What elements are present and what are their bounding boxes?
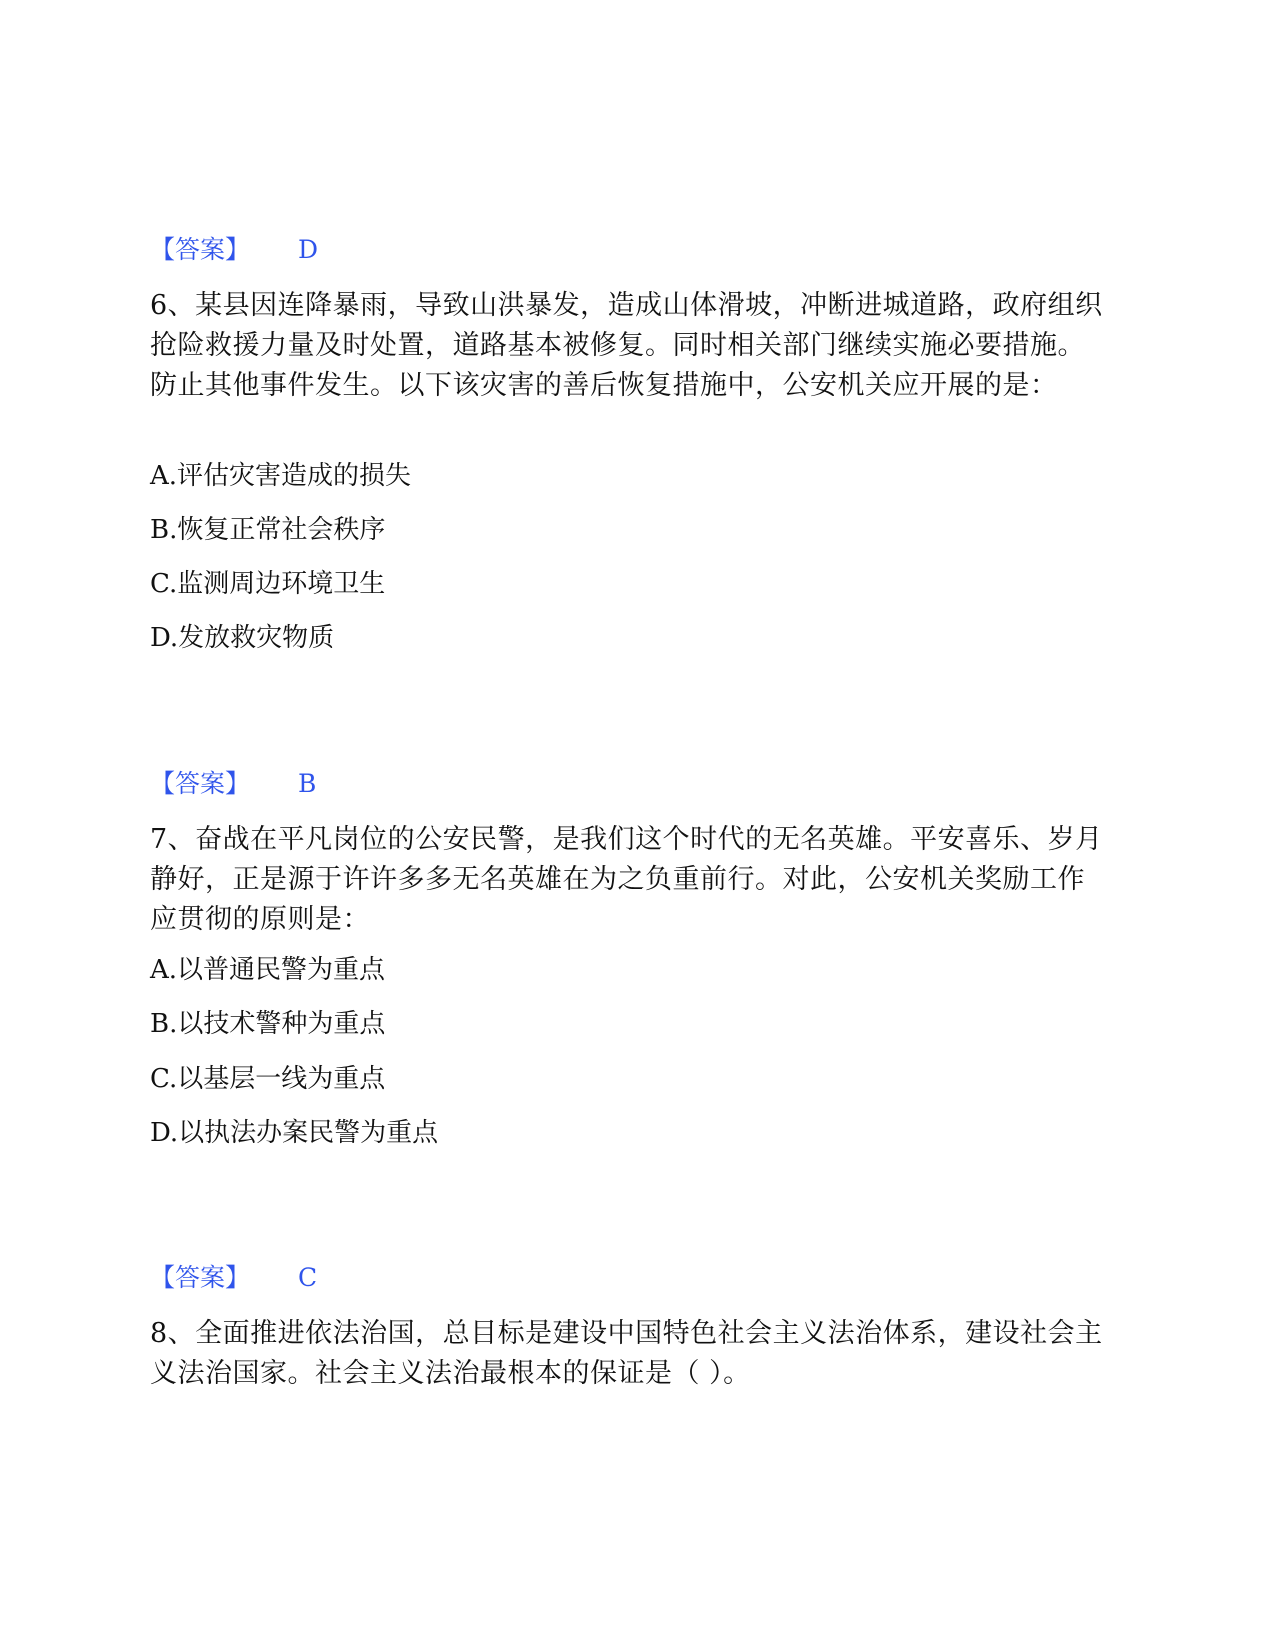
question-7-option-d: D.以执法办案民警为重点 bbox=[150, 1118, 439, 1148]
answer-value: C bbox=[298, 1263, 318, 1292]
question-6-text: 6、某县因连降暴雨，导致山洪暴发，造成山体滑坡，冲断进城道路，政府组织抢险救援力量及时处置，道路基本被修复。同时相关部门继续实施必要措施。防止其他事件发生。以下该灾害的善后恢复措施中，公安机关应开展的是： bbox=[150, 290, 1103, 401]
answer-label: 【答案】 bbox=[150, 769, 251, 798]
answer-value: B bbox=[298, 769, 317, 798]
question-8-text: 8、全面推进依法治国，总目标是建设中国特色社会主义法治体系，建设社会主义法治国家。社会主义法治最根本的保证是（ ）。 bbox=[150, 1318, 1103, 1389]
question-7-text: 7、奋战在平凡岗位的公安民警，是我们这个时代的无名英雄。平安喜乐、岁月静好，正是源于许许多多无名英雄在为之负重前行。对此，公安机关奖励工作应贯彻的原则是： bbox=[150, 824, 1103, 935]
question-7-option-a: A.以普通民警为重点 bbox=[150, 955, 386, 985]
answer-line-q5 bbox=[150, 232, 1110, 268]
answer-label: 【答案】 bbox=[150, 235, 251, 264]
question-7-option-c: C.以基层一线为重点 bbox=[150, 1064, 386, 1094]
answer-label: 【答案】 bbox=[150, 1263, 251, 1292]
question-7-option-b: B.以技术警种为重点 bbox=[150, 1009, 386, 1039]
question-6-option-a: A.评估灾害造成的损失 bbox=[150, 461, 412, 491]
question-6-option-b: B.恢复正常社会秩序 bbox=[150, 515, 386, 545]
answer-value: D bbox=[298, 235, 319, 264]
answer-line-q6 bbox=[150, 766, 1110, 802]
answer-line-q7 bbox=[150, 1260, 1110, 1296]
question-6-option-d: D.发放救灾物质 bbox=[150, 623, 335, 653]
question-6-option-c: C.监测周边环境卫生 bbox=[150, 569, 386, 599]
